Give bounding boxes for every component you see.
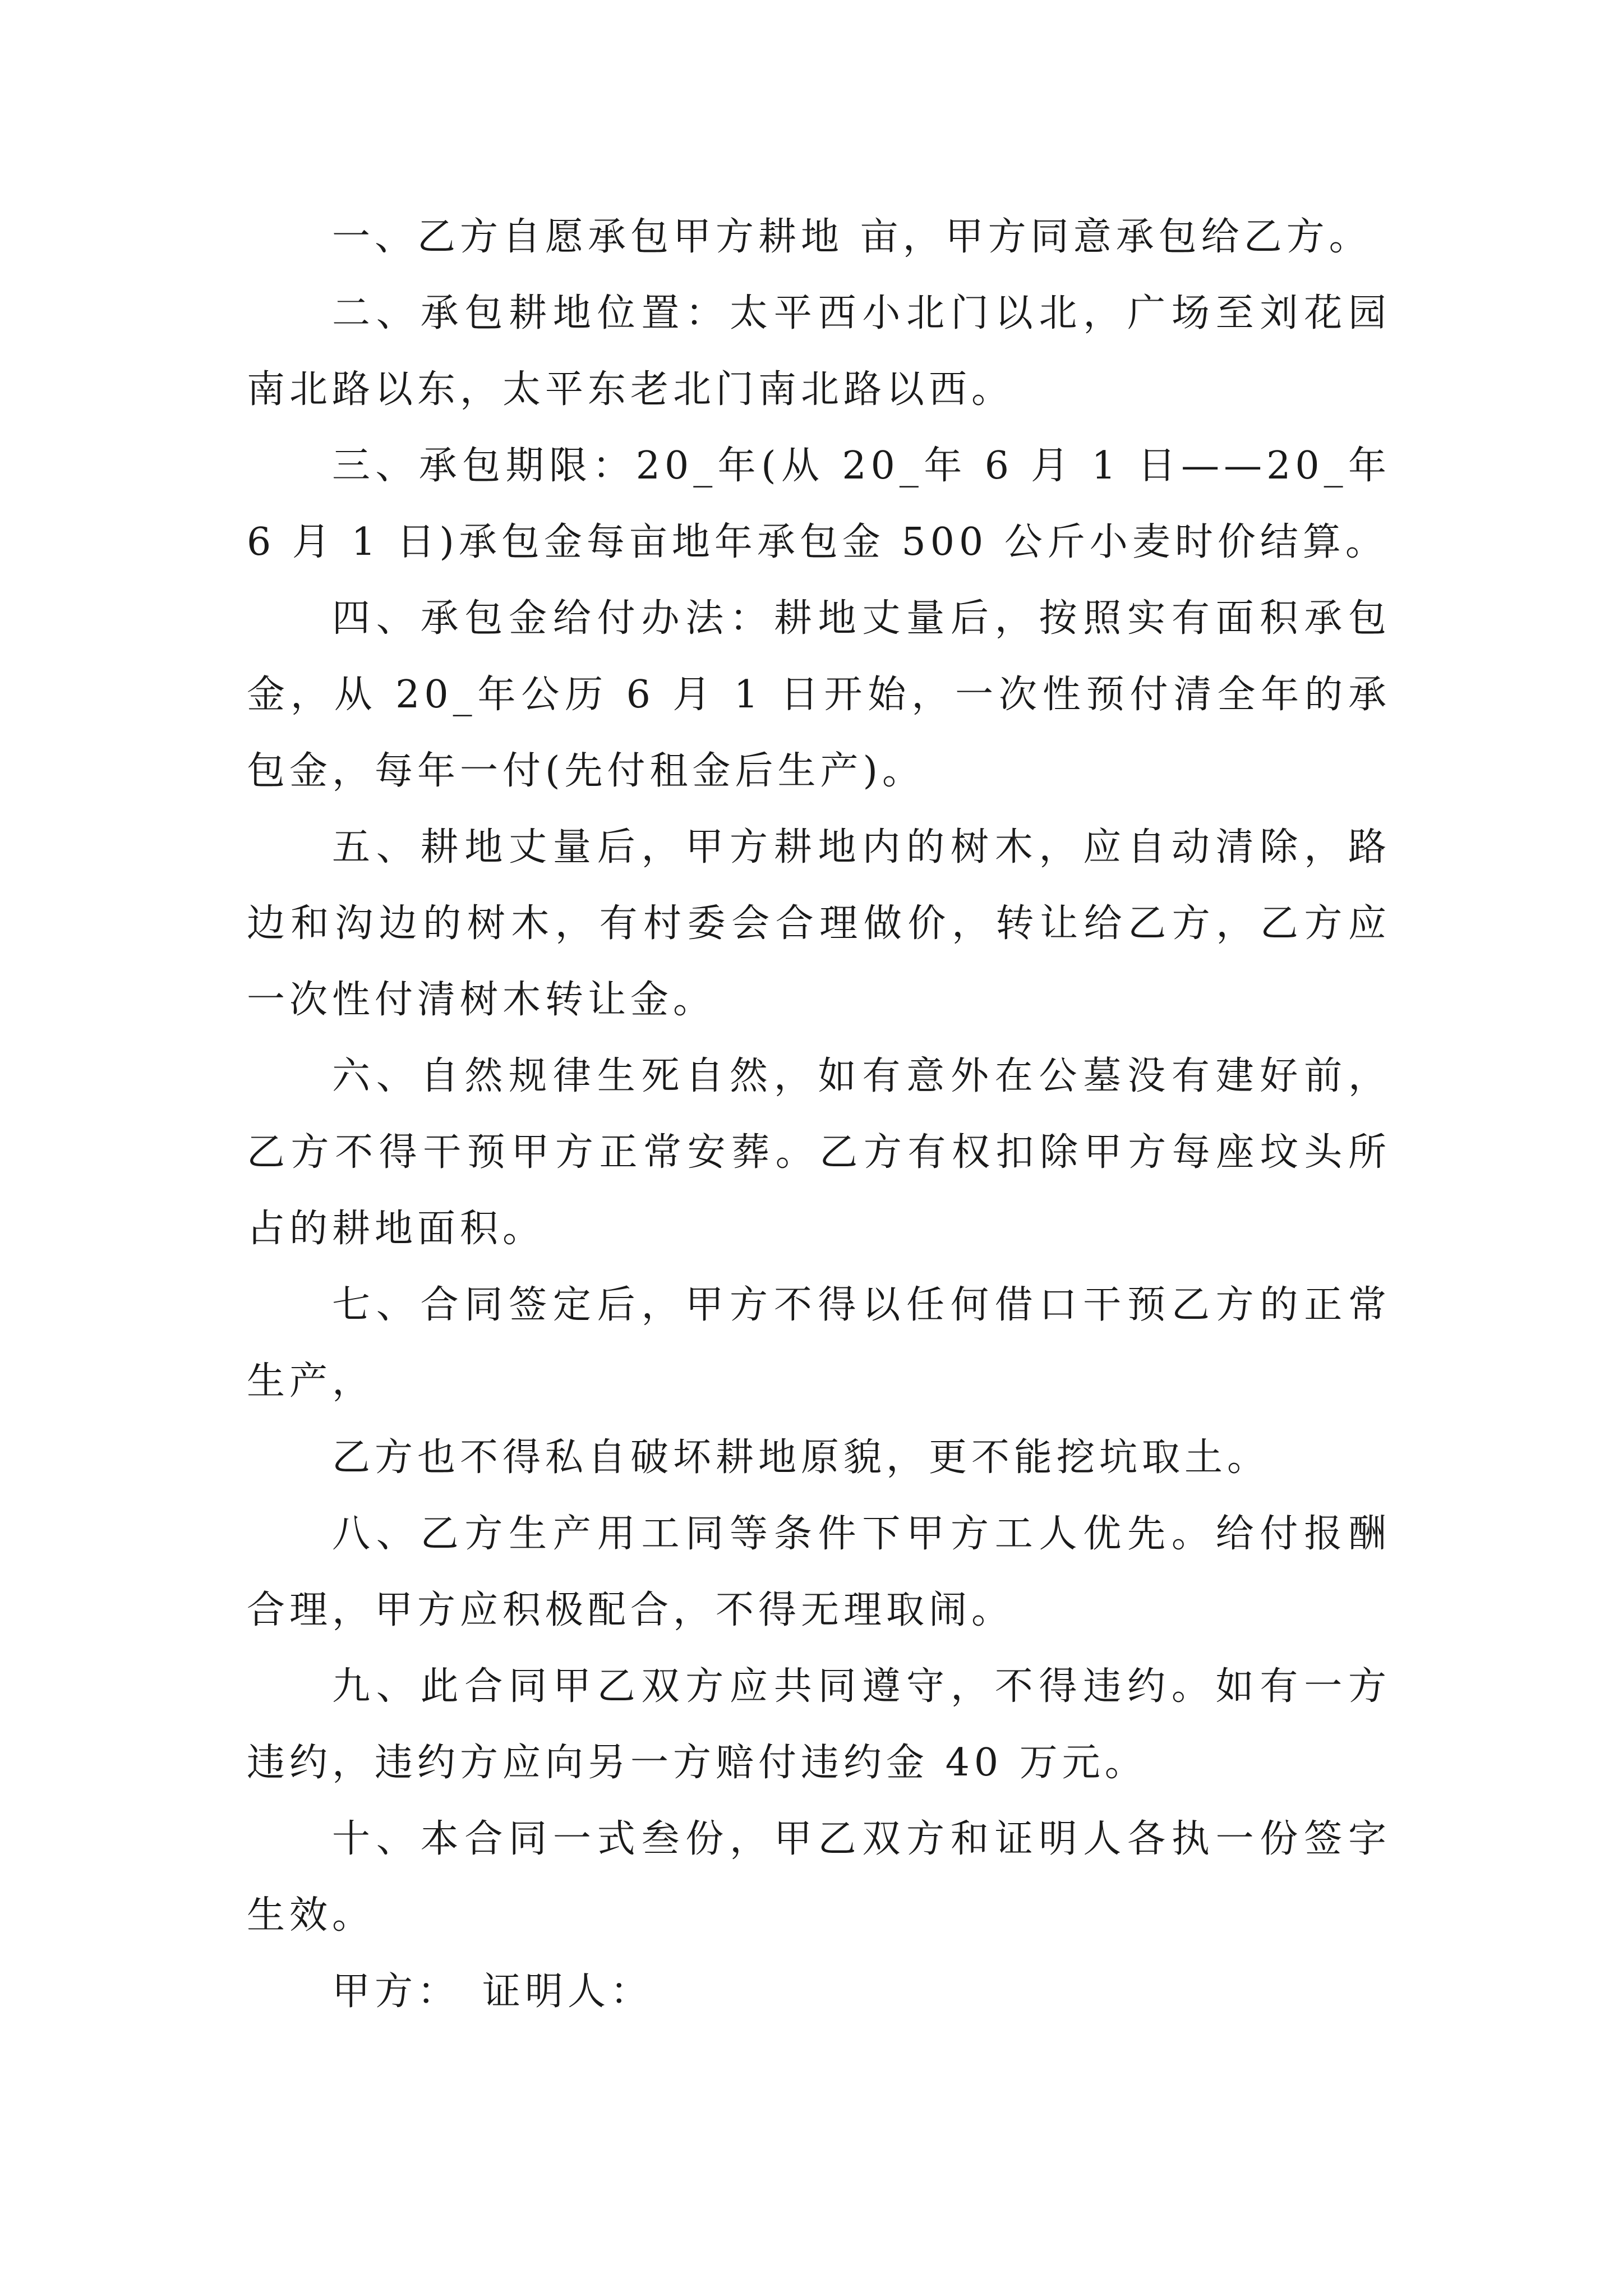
signature-line xyxy=(247,1954,1391,2030)
clause-10: 十、本合同一式叁份，甲乙双方和证明人各执一份签字生效。 xyxy=(247,1817,1391,1938)
contract-body xyxy=(247,199,1391,2030)
clause-7: 七、合同签定后，甲方不得以任何借口干预乙方的正常生产， xyxy=(247,1283,1391,1404)
clause-8: 八、乙方生产用工同等条件下甲方工人优先。给付报酬合理，甲方应积极配合，不得无理取闹。 xyxy=(247,1512,1391,1632)
witness-label: 证明人： xyxy=(482,1970,653,2014)
party-a-label: 甲方： xyxy=(332,1970,460,2014)
clause-1: 一、乙方自愿承包甲方耕地 亩，甲方同意承包给乙方。 xyxy=(332,215,1372,259)
clause-6: 六、自然规律生死自然，如有意外在公墓没有建好前，乙方不得干预甲方正常安葬。乙方有权扣除甲方每座坟头所占的耕地面积。 xyxy=(247,1054,1391,1251)
clause-2: 二、承包耕地位置：太平西小北门以北，广场至刘花园南北路以东，太平东老北门南北路以西。 xyxy=(247,291,1391,412)
clause-4: 四、承包金给付办法：耕地丈量后，按照实有面积承包金，从 20_年公历 6 月 1 日开始，一次性预付清全年的承包金，每年一付(先付租金后生产)。 xyxy=(247,596,1391,793)
clause-5: 五、耕地丈量后，甲方耕地内的树木，应自动清除，路边和沟边的树木，有村委会合理做价，转让给乙方，乙方应一次性付清树木转让金。 xyxy=(247,825,1391,1022)
clause-7-continued: 乙方也不得私自破坏耕地原貌，更不能挖坑取土。 xyxy=(332,1435,1270,1480)
clause-9: 九、此合同甲乙双方应共同遵守，不得违约。如有一方违约，违约方应向另一方赔付违约金 40 万元。 xyxy=(247,1664,1391,1785)
clause-3: 三、承包期限：20_年(从 20_年 6 月 1 日——20_年 6 月 1 日)承包金每亩地年承包金 500 公斤小麦时价结算。 xyxy=(247,444,1391,564)
